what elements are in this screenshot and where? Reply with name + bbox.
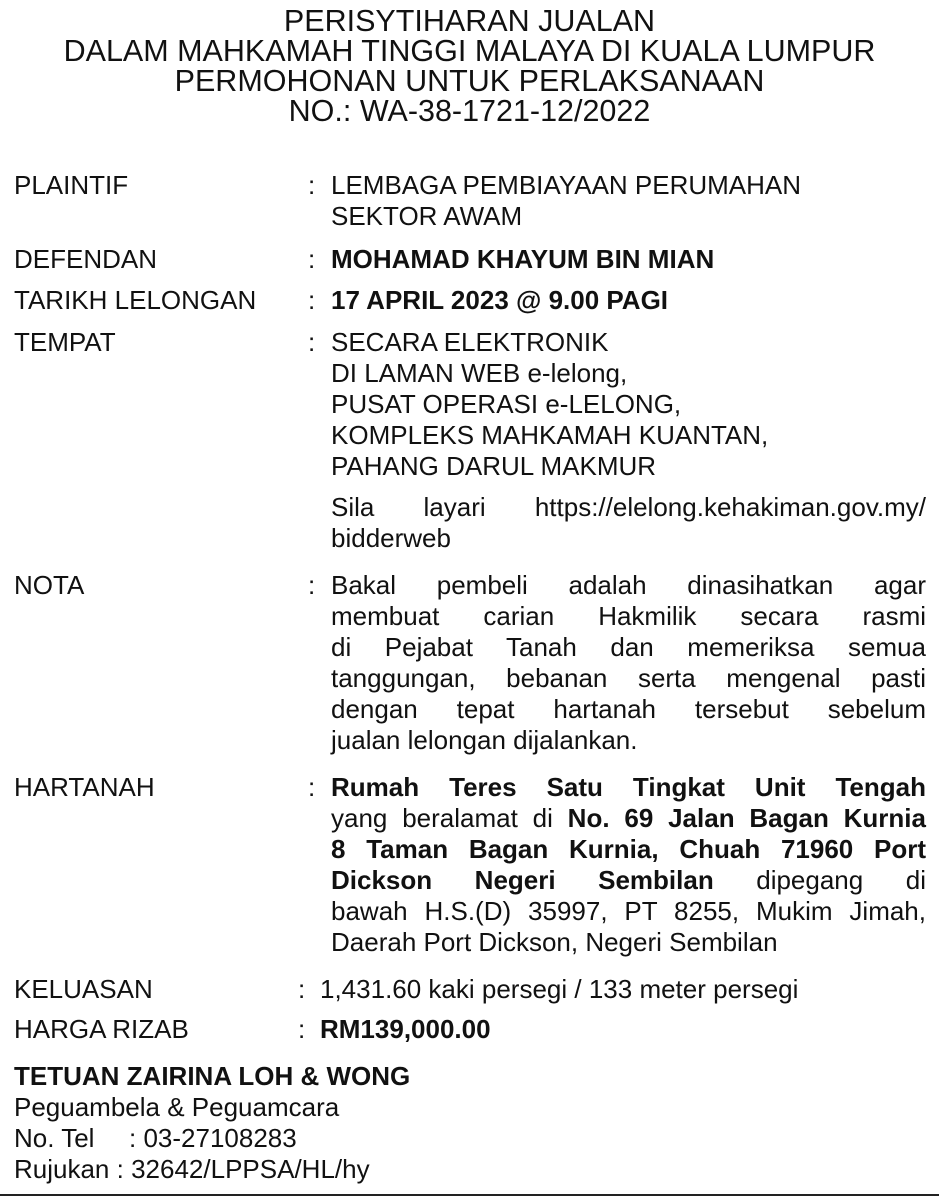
header-title: PERISYTIHARAN JUALAN [283,4,656,38]
reference-label: Rujukan [14,1154,110,1184]
keluasan-label: KELUASAN [14,974,153,1004]
plaintif-label: PLAINTIF [14,170,129,200]
plaintif-line-2: SEKTOR AWAM [331,201,523,231]
header-court: DALAM MAHKAMAH TINGGI MALAYA DI KUALA LUMPUR [63,34,876,68]
nota-line-5: dengan tepat hartanah tersebut sebelum [331,694,926,724]
phone-label: No. Tel [14,1123,95,1153]
colon: : [308,327,316,357]
harga-label: HARGA RIZAB [14,1014,189,1044]
hartanah-line-5: bawah H.S.(D) 35997, PT 8255, Mukim Jimah, [331,896,926,926]
tempat-visit-line-1: Sila layari https://elelong.kehakiman.gov.my/ [331,492,926,522]
hartanah-line-1: Rumah Teres Satu Tingkat Unit Tengah [331,772,926,802]
notice-header [0,6,939,126]
solicitor-block [14,1061,410,1185]
nota-line-2: membuat carian Hakmilik secara rasmi [331,601,926,631]
tarikh-value: 17 APRIL 2023 @ 9.00 PAGI [331,285,669,315]
tempat-line-4: KOMPLEKS MAHKAMAH KUANTAN, [331,420,769,450]
hartanah-value [331,772,926,958]
tarikh-value-wrap [331,285,926,316]
nota-line-3: di Pejabat Tanah dan memeriksa semua [331,632,926,662]
defendan-label: DEFENDAN [14,244,158,274]
defendan-value-wrap [331,244,926,275]
keluasan-value: 1,431.60 kaki persegi / 133 meter persegi [320,974,799,1004]
defendan-value: MOHAMAD KHAYUM BIN MIAN [331,244,715,274]
tarikh-label: TARIKH LELONGAN [14,285,257,315]
tempat-line-3: PUSAT OPERASI e-LELONG, [331,389,682,419]
tempat-line-1: SECARA ELEKTRONIK [331,327,609,357]
harga-value: RM139,000.00 [320,1014,491,1044]
hartanah-line-3: 8 Taman Bagan Kurnia, Chuah 71960 Port [331,834,926,864]
firm-phone [14,1123,410,1154]
colon: : [308,570,316,600]
header-application: PERMOHONAN UNTUK PERLAKSANAAN [174,64,765,98]
tempat-visit-line-2: bidderweb [331,523,451,553]
colon: : [308,244,316,274]
tempat-line-2: DI LAMAN WEB e-lelong, [331,358,628,388]
nota-line-6: jualan lelongan dijalankan. [331,725,638,755]
nota-label: NOTA [14,570,85,600]
nota-line-1: Bakal pembeli adalah dinasihatkan agar [331,570,926,600]
hartanah-line-2 [331,803,926,834]
hartanah-address-end: Dickson Negeri Sembilan [331,865,714,895]
phone-value: : 03-27108283 [129,1123,297,1153]
hartanah-line-4 [331,865,926,896]
harga-value-wrap [320,1014,926,1045]
nota-line-4: tanggungan, bebanan serta mengenal pasti [331,663,926,693]
colon: : [308,772,316,802]
plaintif-value [331,170,926,232]
tempat-label: TEMPAT [14,327,116,357]
hartanah-line-1-wrap [331,772,926,803]
colon: : [298,1014,306,1044]
hartanah-address: No. 69 Jalan Bagan Kurnia [567,803,926,833]
hartanah-label: HARTANAH [14,772,155,802]
reference-value: : 32642/LPPSA/HL/hy [116,1154,370,1184]
firm-name: TETUAN ZAIRINA LOH & WONG [14,1061,411,1091]
plaintif-line-1: LEMBAGA PEMBIAYAAN PERUMAHAN [331,170,802,200]
firm-role: Peguambela & Peguamcara [14,1092,340,1122]
colon: : [308,170,316,200]
tempat-line-5: PAHANG DARUL MAKMUR [331,451,657,481]
bottom-rule [0,1194,939,1196]
colon: : [298,974,306,1004]
firm-reference [14,1154,410,1185]
hartanah-line-3-wrap [331,834,926,865]
hartanah-line-6: Daerah Port Dickson, Negeri Sembilan [331,927,778,957]
header-case-number: NO.: WA-38-1721-12/2022 [288,94,651,128]
hartanah-line-2-text: yang beralamat di [331,803,553,833]
tempat-value [331,327,926,554]
colon: : [308,285,316,315]
nota-value [331,570,926,756]
hartanah-line-4-text: dipegang di [756,865,926,895]
